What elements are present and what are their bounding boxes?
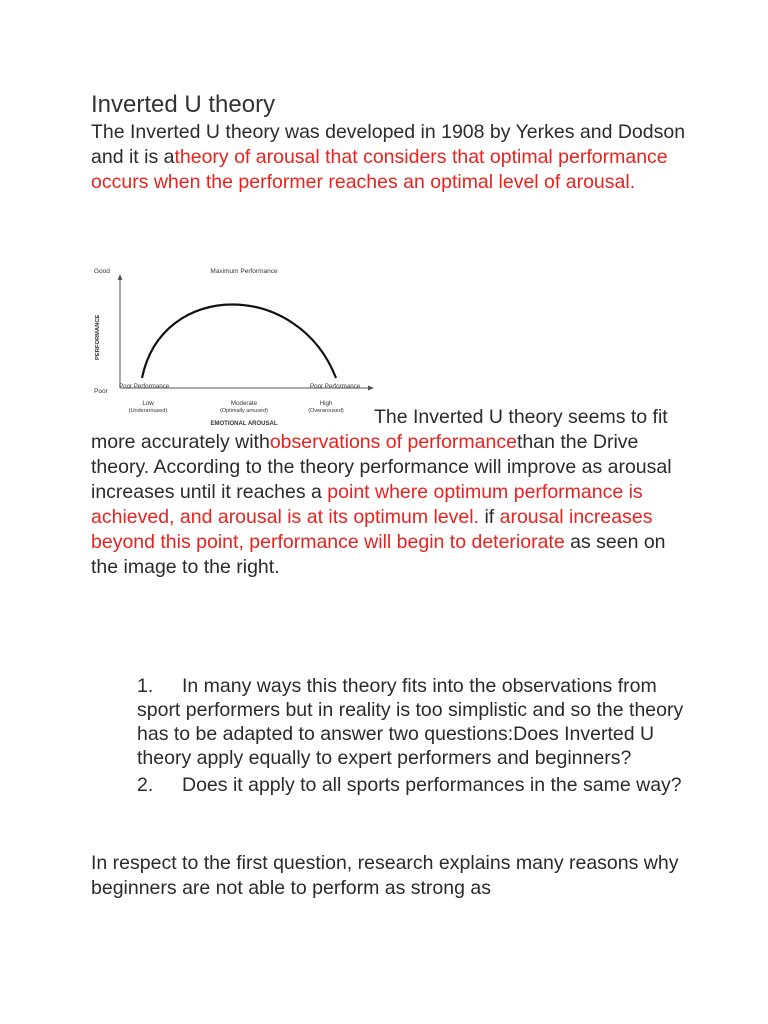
intro-paragraph	[91, 120, 691, 195]
x-low-sublabel: (Underaroused)	[128, 408, 168, 414]
body-highlight-3: arousal increases beyond this point, performance will begin to deteriorate	[91, 506, 653, 553]
y-top-label: Good	[94, 268, 110, 275]
list-item-text: In many ways this theory fits into the observations from sport performers but in reality is too simplistic and so the theory has to be adapted to answer two questions:Does Inverted U theory apply equally to expert performers and beginners?	[137, 675, 684, 769]
body-paragraph	[91, 405, 691, 580]
intro-highlight: theory of arousal that considers that optimal performance occurs when the performer reaches an optimal level of arousal.	[91, 146, 668, 193]
x-low-label: Low	[142, 400, 154, 407]
questions-list	[137, 674, 697, 800]
peak-label: Maximum Performance	[210, 268, 278, 275]
body-highlight-1: observations of performance	[269, 431, 517, 453]
list-item	[137, 674, 697, 770]
right-curve-label: Poor Performance	[310, 383, 361, 390]
list-item-number: 1.	[137, 675, 154, 697]
x-mid-sublabel: (Optimally aroused)	[220, 408, 268, 414]
intro-text: The Inverted U theory was developed in 1908 by Yerkes and Dodson and it is a	[91, 121, 686, 168]
body-text-1: The Inverted U theory seems to fit more accurately with	[91, 406, 668, 453]
closing-paragraph: In respect to the first question, research explains many reasons why beginners are not able to perform as strong as	[91, 852, 679, 899]
inverted-u-curve	[142, 305, 336, 379]
list-item-text: Does it apply to all sports performances in the same way?	[182, 774, 682, 796]
page-title: Inverted U theory	[91, 91, 276, 118]
body-highlight-2: point where optimum performance is achieved, and arousal is at its optimum level.	[91, 481, 643, 528]
list-item-number: 2.	[137, 774, 154, 796]
y-axis-title: PERFORMANCE	[95, 314, 101, 360]
x-high-sublabel: (Overaroused)	[308, 408, 344, 414]
x-high-label: High	[319, 400, 333, 407]
x-axis-title: EMOTIONAL AROUSAL	[210, 421, 278, 427]
y-axis-arrow	[118, 274, 123, 280]
x-axis-arrow	[368, 386, 374, 391]
list-item	[137, 773, 697, 797]
left-curve-label: Poor Performance	[119, 383, 170, 390]
body-text-2: than the Drive theory. According to the theory performance will improve as arousal increases until it reaches a	[91, 431, 672, 503]
body-text-4: as seen on the image to the right.	[91, 531, 666, 578]
y-bottom-label: Poor	[94, 388, 108, 395]
x-mid-label: Moderate	[230, 400, 258, 407]
body-text-3: if	[479, 506, 500, 528]
